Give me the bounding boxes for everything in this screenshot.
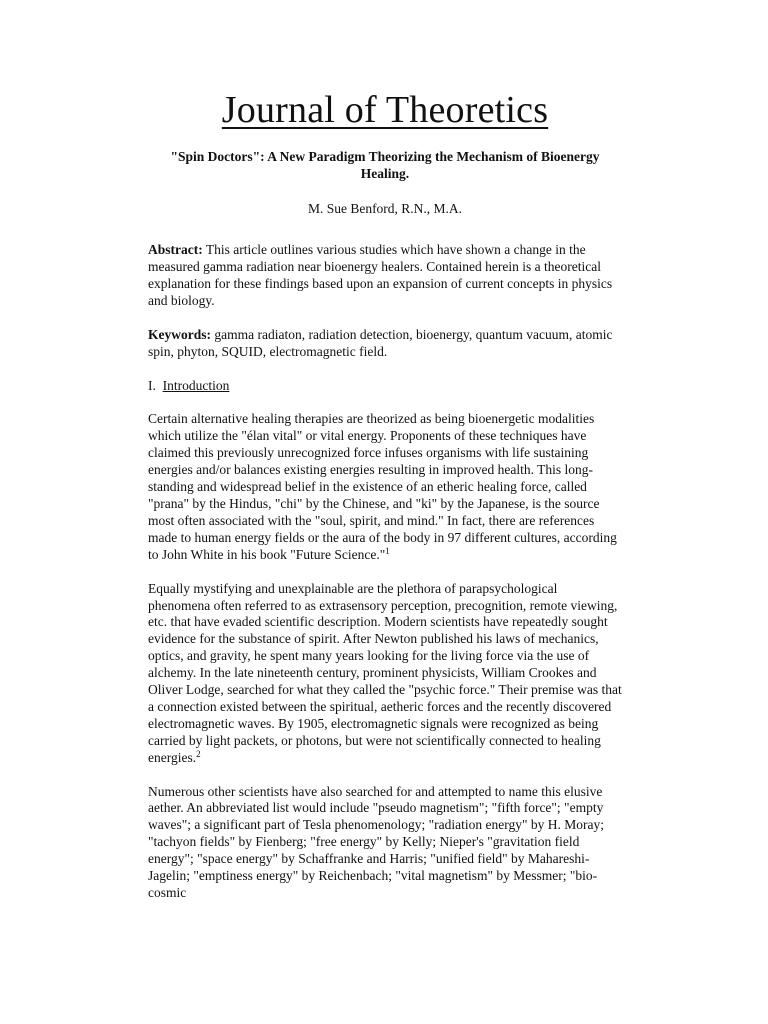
abstract-label: Abstract: bbox=[148, 242, 203, 257]
abstract-text: This article outlines various studies which have shown a change in the measured gamma radiation near bioenergy healers. Contained herein is a theoretical explanation for these findings based upon an expansion of current concepts in physics and biology. bbox=[148, 242, 613, 308]
footnote-ref-2: 2 bbox=[196, 748, 201, 759]
body-paragraph-3 bbox=[148, 784, 622, 902]
section-heading-introduction bbox=[148, 377, 622, 394]
keywords-label: Keywords: bbox=[148, 326, 211, 342]
footnote-ref-1: 1 bbox=[385, 545, 390, 556]
keywords-text: gamma radiaton, radiation detection, bioenergy, quantum vacuum, atomic spin, phyton, SQUID, electromagnetic field. bbox=[148, 326, 613, 359]
paragraph-3-text: Numerous other scientists have also searched for and attempted to name this elusive aether. An abbreviated list would include "pseudo magnetism"; "fifth force"; "empty waves"; a significant part of Tesla phenomenology; "radiation energy" by H. Moray; "tachyon fields" by Fienberg; "free energy" by Kelly; Nieper's "gravitation field energy"; "space energy" by Schaffranke and Harris; "unified field" by Mahareshi-Jagelin; "emptiness energy" by Reichenbach; "vital magnetism" by Messmer; "bio-cosmic bbox=[148, 783, 604, 900]
article-title: "Spin Doctors": A New Paradigm Theorizing the Mechanism of Bioenergy Healing. bbox=[170, 149, 600, 181]
author-line: M. Sue Benford, R.N., M.A. bbox=[307, 201, 463, 216]
journal-title: Journal of Theoretics bbox=[221, 89, 549, 131]
keywords-paragraph bbox=[148, 327, 622, 361]
body-paragraph-1 bbox=[148, 411, 622, 563]
abstract-paragraph bbox=[148, 242, 622, 310]
paragraph-1-text: Certain alternative healing therapies are theorized as being bioenergetic modalities which utilize the "élan vital" or vital energy. Proponents of these techniques have claimed this previously unrecognized force infuses organisms with life sustaining energies and/or balances existing energies resulting in improved health. This long-standing and widespread belief in the existence of an etheric healing force, called "prana" by the Hindus, "chi" by the Chinese, and "ki" by the Japanese, is the source most often associated with the "soul, spirit, and mind." In fact, there are references made to human energy fields or the aura of the body in 97 different cultures, according to John White in his book "Future Science." bbox=[148, 411, 617, 562]
section-name: Introduction bbox=[162, 378, 230, 394]
body-paragraph-2 bbox=[148, 581, 622, 767]
document-page bbox=[148, 86, 622, 919]
section-number: I. bbox=[148, 378, 156, 394]
paragraph-2-text: Equally mystifying and unexplainable are the plethora of parapsychological phenomena often referred to as extrasensory perception, precognition, remote viewing, etc. that have evaded scientific description. Modern scientists have repeatedly sought evidence for the substance of spirit. After Newton published his laws of mechanics, optics, and gravity, he spent many years looking for the living force via the use of alchemy. In the late nineteenth century, prominent physicists, William Crookes and Oliver Lodge, searched for what they called the "psychic force." Their premise was that a connection existed between the spiritual, aetheric forces and the recently discovered electromagnetic waves. By 1905, electromagnetic signals were recognized as being carried by light packets, or photons, but were not scientifically connected to healing energies. bbox=[148, 580, 622, 765]
